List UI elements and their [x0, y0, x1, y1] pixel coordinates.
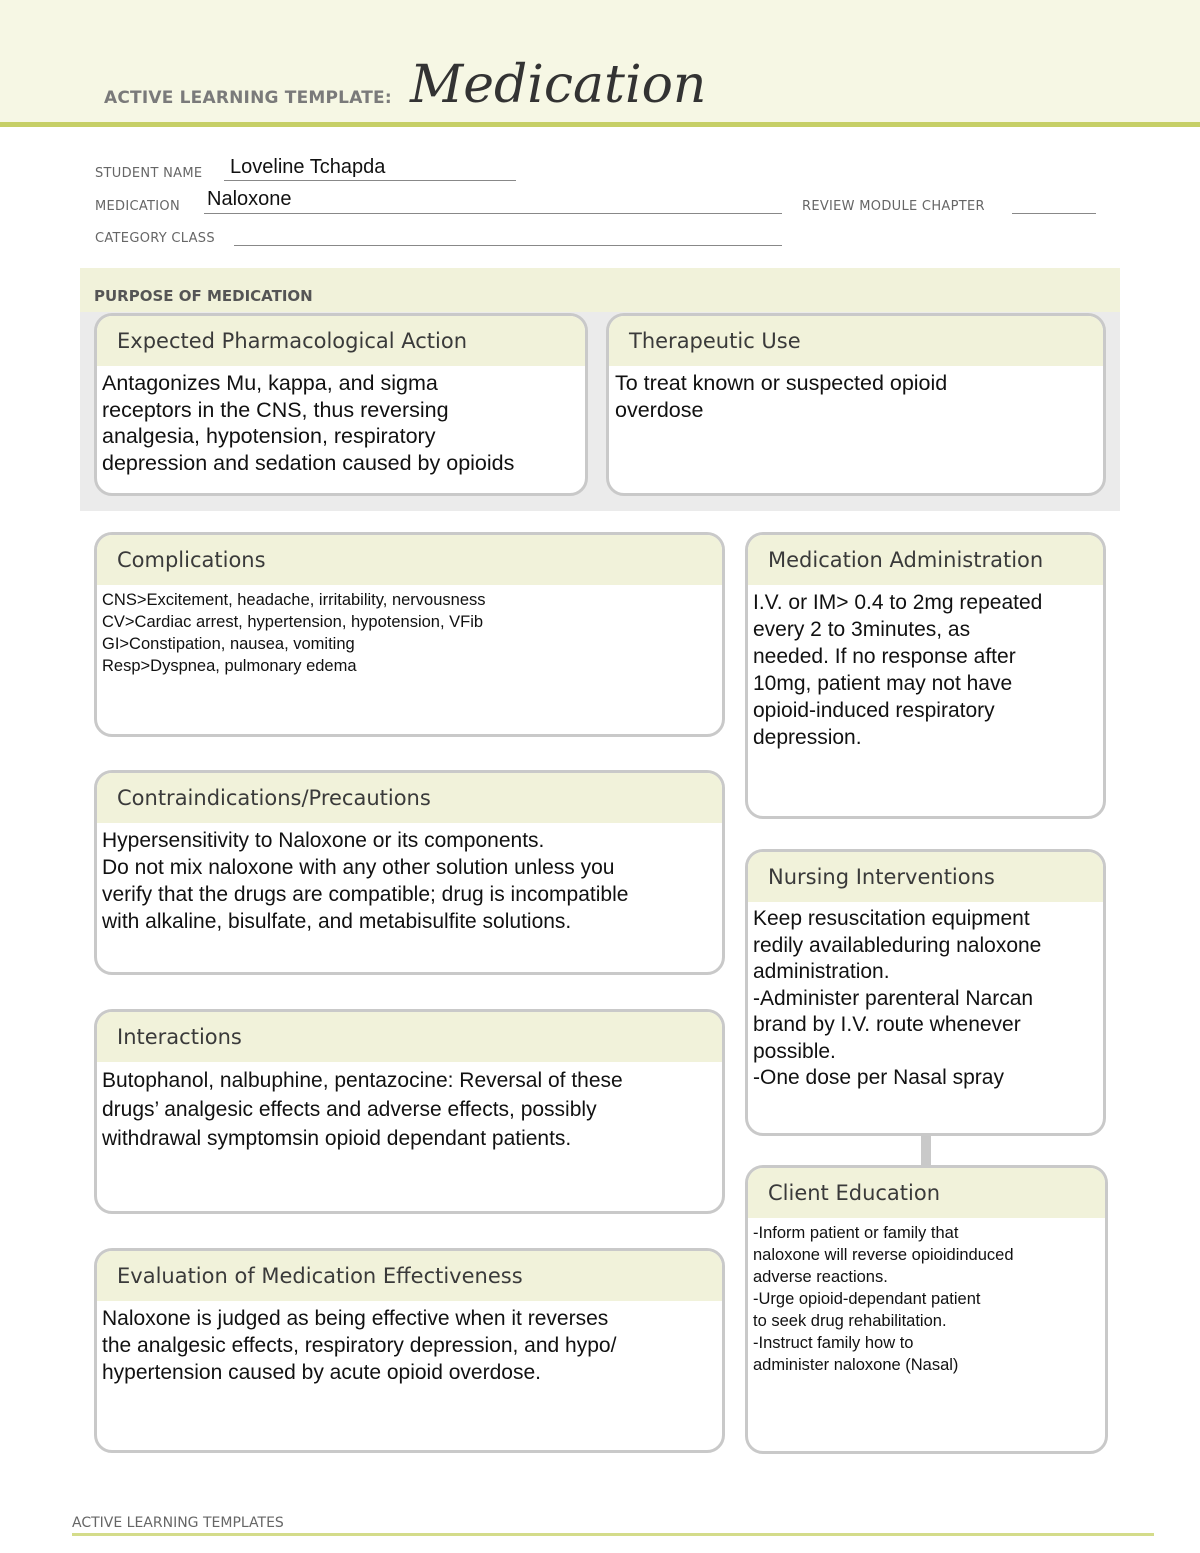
template-label: ACTIVE LEARNING TEMPLATE:: [104, 88, 392, 108]
footer-label: ACTIVE LEARNING TEMPLATES: [72, 1515, 284, 1531]
therapeutic-use-body[interactable]: To treat known or suspected opioid overdose: [615, 371, 948, 422]
review-module-field[interactable]: [1012, 213, 1096, 214]
contraindications-title: Contraindications/Precautions: [97, 773, 722, 823]
evaluation-title: Evaluation of Medication Effectiveness: [97, 1251, 722, 1301]
expected-action-title: Expected Pharmacological Action: [97, 316, 585, 366]
student-name-field[interactable]: Loveline Tchapda: [230, 156, 386, 178]
interactions-body[interactable]: Butophanol, nalbuphine, pentazocine: Reversal of these drugs’ analgesic effects and adverse effects, possibly withdrawal symptomsin opioid dependant patients.: [102, 1069, 623, 1150]
nursing-interventions-body[interactable]: Keep resuscitation equipment redily availableduring naloxone administration. -Administer parenteral Narcan brand by I.V. route whenever possible. -One dose per Nasal spray: [753, 907, 1042, 1089]
therapeutic-use-card: [606, 313, 1106, 496]
header-accent-line: [0, 122, 1200, 127]
category-class-field[interactable]: [234, 245, 782, 246]
page-title: Medication: [410, 55, 707, 115]
complications-card: [94, 532, 725, 737]
client-education-body[interactable]: -Inform patient or family that naloxone will reverse opioidinduced adverse reactions. -Urge opioid-dependant patient to seek drug rehabilitation. -Instruct family how to administer naloxone (Nasal): [753, 1224, 1014, 1374]
expected-action-body[interactable]: Antagonizes Mu, kappa, and sigma receptors in the CNS, thus reversing analgesia, hypotension, respiratory depression and sedation caused by opioids: [102, 371, 515, 475]
administration-card: [745, 532, 1106, 819]
client-education-title: Client Education: [748, 1168, 1105, 1218]
complications-title: Complications: [97, 535, 722, 585]
nursing-interventions-card: [745, 849, 1106, 1136]
student-name-label: STUDENT NAME: [95, 166, 203, 181]
interactions-title: Interactions: [97, 1012, 722, 1062]
medication-label: MEDICATION: [95, 199, 180, 214]
expected-action-card: [94, 313, 588, 496]
purpose-label: PURPOSE OF MEDICATION: [94, 287, 313, 305]
medication-line: [204, 213, 782, 214]
evaluation-card: [94, 1248, 725, 1453]
medication-field[interactable]: Naloxone: [207, 188, 292, 210]
client-education-card: [745, 1165, 1108, 1454]
category-class-label: CATEGORY CLASS: [95, 231, 215, 246]
card-connector: [921, 1134, 931, 1166]
student-name-line: [224, 180, 516, 181]
contraindications-card: [94, 770, 725, 975]
administration-title: Medication Administration: [748, 535, 1103, 585]
administration-body[interactable]: I.V. or IM> 0.4 to 2mg repeated every 2 to 3minutes, as needed. If no response after 10mg, patient may not have opioid-induced respiratory depression.: [753, 591, 1043, 749]
footer-line: [72, 1533, 1154, 1536]
therapeutic-use-title: Therapeutic Use: [609, 316, 1103, 366]
nursing-interventions-title: Nursing Interventions: [748, 852, 1103, 902]
evaluation-body[interactable]: Naloxone is judged as being effective when it reverses the analgesic effects, respiratory depression, and hypo/ hypertension caused by acute opioid overdose.: [102, 1307, 617, 1384]
review-module-label: REVIEW MODULE CHAPTER: [802, 199, 985, 214]
contraindications-body[interactable]: Hypersensitivity to Naloxone or its components. Do not mix naloxone with any other solution unless you verify that the drugs are compatible; drug is incompatible with alkaline, bisulfate, and metabisulfite solutions.: [102, 829, 629, 933]
complications-body[interactable]: CNS>Excitement, headache, irritability, nervousness CV>Cardiac arrest, hypertension, hypotension, VFib GI>Constipation, nausea, vomiting Resp>Dyspnea, pulmonary edema: [102, 591, 486, 675]
interactions-card: [94, 1009, 725, 1214]
